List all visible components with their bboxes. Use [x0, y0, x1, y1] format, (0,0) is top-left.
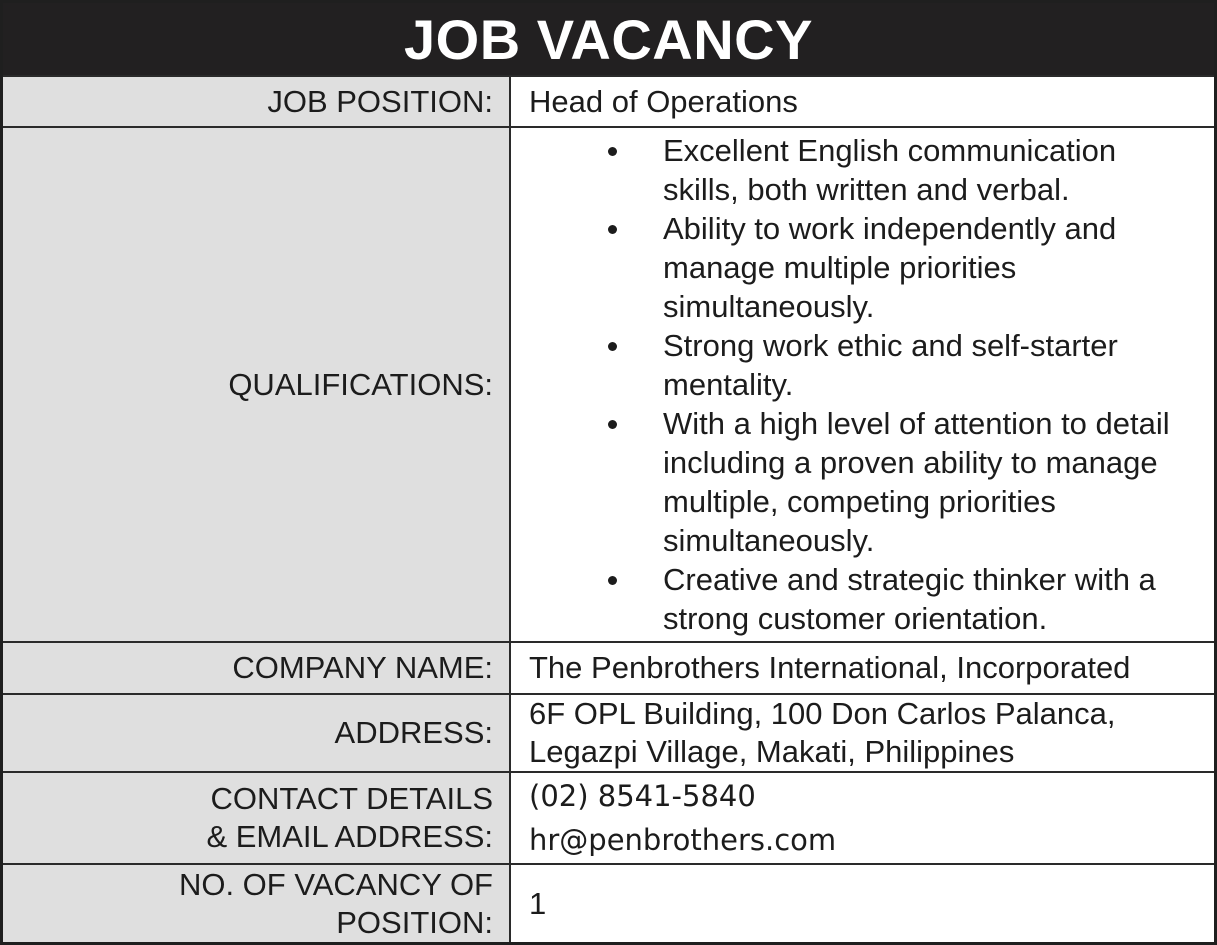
qualification-line: manage multiple priorities — [663, 250, 1017, 285]
qualifications-value — [511, 128, 1214, 641]
qualifications-list — [529, 131, 1214, 638]
company-label: COMPANY NAME: — [3, 643, 511, 693]
qualification-line: With a high level of attention to detail — [663, 406, 1170, 441]
qualification-item — [529, 326, 1214, 404]
bullet-icon — [529, 404, 663, 429]
qualifications-label: QUALIFICATIONS: — [3, 128, 511, 641]
address-line: Legazpi Village, Makati, Philippines — [529, 734, 1015, 769]
qualification-line: strong customer orientation. — [663, 601, 1048, 636]
vacancy-row — [3, 863, 1214, 942]
company-row — [3, 641, 1214, 693]
contact-label — [3, 773, 511, 863]
vacancy-label — [3, 865, 511, 942]
job-position-label: JOB POSITION: — [3, 77, 511, 126]
ad-title: JOB VACANCY — [3, 3, 1214, 75]
email-address[interactable]: hr@penbrothers.com — [529, 823, 837, 857]
qualification-item — [529, 560, 1214, 638]
address-line: 6F OPL Building, 100 Don Carlos Palanca, — [529, 696, 1116, 731]
vacancy-label-line: POSITION: — [336, 904, 493, 940]
contact-value — [511, 773, 1214, 863]
qualification-item — [529, 404, 1214, 560]
bullet-icon — [529, 131, 663, 156]
qualification-line: Ability to work independently and — [663, 211, 1117, 246]
qualification-line: Excellent English communication — [663, 133, 1117, 168]
phone-number[interactable]: (02) 8541-5840 — [529, 779, 756, 813]
qualification-line: skills, both written and verbal. — [663, 172, 1070, 207]
contact-label-line: & EMAIL ADDRESS: — [206, 819, 493, 854]
qualification-line: Strong work ethic and self-starter — [663, 328, 1118, 363]
address-value — [511, 695, 1214, 771]
job-position-row — [3, 75, 1214, 126]
qualification-item — [529, 131, 1214, 209]
qualification-line: including a proven ability to manage — [663, 445, 1158, 480]
vacancy-value: 1 — [511, 865, 1214, 942]
company-value: The Penbrothers International, Incorporated — [511, 643, 1214, 693]
qualification-line: simultaneously. — [663, 289, 875, 324]
bullet-icon — [529, 326, 663, 351]
qualifications-row — [3, 126, 1214, 641]
contact-label-line: CONTACT DETAILS — [210, 781, 493, 816]
bullet-icon — [529, 560, 663, 585]
address-row — [3, 693, 1214, 771]
bullet-icon — [529, 209, 663, 234]
qualification-line: Creative and strategic thinker with a — [663, 562, 1156, 597]
qualification-line: multiple, competing priorities — [663, 484, 1056, 519]
contact-row — [3, 771, 1214, 863]
qualification-item — [529, 209, 1214, 326]
job-position-value: Head of Operations — [511, 77, 1214, 126]
vacancy-label-line: NO. OF VACANCY OF — [178, 866, 493, 902]
address-label: ADDRESS: — [3, 695, 511, 771]
qualification-line: simultaneously. — [663, 523, 875, 558]
qualification-line: mentality. — [663, 367, 794, 402]
